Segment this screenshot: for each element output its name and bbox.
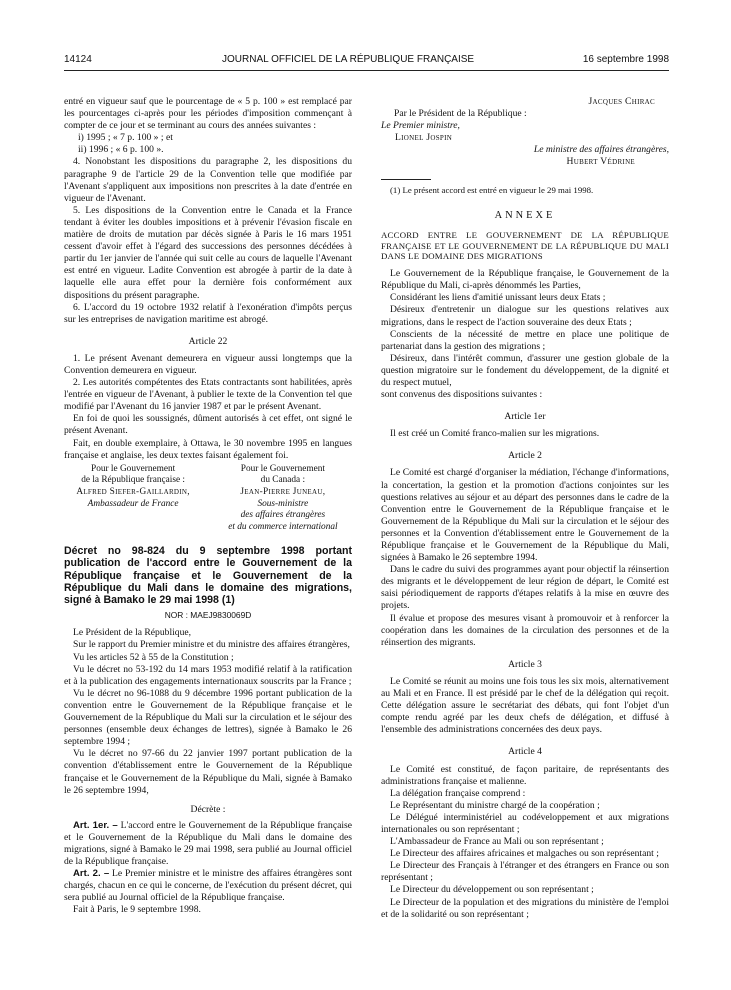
signatory-title: des affaires étrangères: [240, 510, 326, 521]
paragraph: Conscients de la nécessité de mettre en place une politique de partenariat dans la gestion des migrations ;: [381, 328, 669, 352]
signature-line: Pour le Gouvernement: [91, 463, 176, 474]
article-heading: Article 4: [508, 746, 542, 758]
article-heading: Article 2: [508, 450, 542, 462]
annexe-heading: ANNEXE: [494, 209, 556, 221]
page-number: 14124: [64, 54, 92, 65]
signatory-title: Le Premier ministre,: [381, 120, 460, 132]
footnote: (1) Le présent accord est entré en vigueur le 29 mai 1998.: [390, 184, 594, 195]
paragraph: Vu le décret no 96-1088 du 9 décembre 1996 portant publication de la convention entre le Gouvernement de la République française et le Gouvernement de la République du Mali sur la circulation et le séjour des personnes (ensemble deux échanges de lettres), signée à Bamako le 26 septembre 1994 ;: [64, 687, 352, 748]
paragraph: sont convenus des dispositions suivantes :: [381, 389, 543, 401]
article-label: Art. 2. –: [73, 868, 110, 880]
issue-date: 16 septembre 1998: [582, 54, 669, 65]
paragraph: Considérant les liens d'amitié unissant leurs deux Etats ;: [390, 292, 606, 304]
paragraph: Fait, en double exemplaire, à Ottawa, le 30 novembre 1995 en langues française et anglaise, les deux textes faisant également foi.: [64, 437, 352, 461]
paragraph: Le Directeur des Français à l'étranger et des étrangers en France ou son représentant ;: [381, 860, 669, 884]
article-paragraph: [64, 868, 352, 904]
article-heading: Article 3: [508, 658, 542, 670]
paragraph: Sur le rapport du Premier ministre et du ministre des affaires étrangères,: [73, 639, 350, 651]
decrete-heading: Décrète :: [190, 803, 226, 815]
paragraph: Désireux, dans l'intérêt commun, d'assurer une gestion globale de la question migratoire sur le fondement du développement, de la dignité et du respect mutuel,: [381, 352, 669, 388]
paragraph: Il est créé un Comité franco-malien sur les migrations.: [390, 428, 600, 440]
footnote-rule: [381, 179, 431, 180]
article-heading: Article 22: [188, 335, 228, 347]
article-label: Art. 1er. –: [73, 819, 118, 831]
paragraph: Fait à Paris, le 9 septembre 1998.: [73, 904, 201, 916]
signatory-title: Ambassadeur de France: [87, 498, 179, 509]
signatory-title: et du commerce international: [228, 521, 338, 532]
paragraph: L'Ambassadeur de France au Mali ou son représentant ;: [390, 836, 604, 848]
signatory-title: Sous-ministre: [257, 498, 309, 509]
paragraph: 2. Les autorités compétentes des Etats contractants sont habilitées, après l'entrée en vigueur de l'Avenant, à publier le texte de la Convention tel que modifié par l'Avenant du 16 janvier 1987 et par le présent Avenant.: [64, 377, 352, 413]
paragraph: Le Président de la République,: [73, 627, 192, 639]
paragraph: Le Délégué interministériel au codéveloppement et aux migrations internationales ou son représentant ;: [381, 811, 669, 835]
decree-title: Décret no 98-824 du 9 septembre 1998 portant publication de l'accord entre le Gouvernement de la République française et le Gouvernement de la République du Mali dans le domaine des migrations, signé à Bamako le 29 mai 1998 (1): [64, 545, 352, 607]
paragraph: Le Directeur du développement ou son représentant ;: [390, 884, 594, 896]
signature-france: [64, 464, 202, 534]
header-rule: [64, 70, 669, 71]
signatory-name: Hubert Védrine: [566, 156, 635, 168]
paragraph: Le Comité est chargé d'organiser la médiation, l'échange d'informations, la concertation, la gestion et la promotion d'actions conjointes sur les questions relatives au séjour et au départ des personnes dans le cadre de la Convention entre le Gouvernement de la République française et le Gouvernement de la République du Mali sur la circulation et le séjour des personnes et la Convention d'établissement entre le Gouvernement de la République française et le Gouvernement de la République du Mali, signées à Bamako le 26 septembre 1994.: [381, 467, 669, 564]
paragraph: Vu le décret no 53-192 du 14 mars 1953 modifié relatif à la ratification et à la publication des engagements internationaux souscrits par la France ;: [64, 663, 352, 687]
article-paragraph: [64, 820, 352, 868]
paragraph: Le Représentant du ministre chargé de la coopération ;: [390, 799, 600, 811]
paragraph: Le Directeur de la population et des migrations du ministère de l'emploi et de la solidarité ou son représentant ;: [381, 896, 669, 920]
right-column: [381, 96, 669, 921]
journal-title: JOURNAL OFFICIEL DE LA RÉPUBLIQUE FRANÇAISE: [222, 54, 475, 65]
paragraph: Le Comité est constitué, de façon paritaire, de représentants des administrations française et malienne.: [381, 763, 669, 787]
accord-title: ACCORD ENTRE LE GOUVERNEMENT DE LA RÉPUBLIQUE FRANÇAISE ET LE GOUVERNEMENT DE LA RÉPUBLIQUE DU MALI DANS LE DOMAINE DES MIGRATIONS: [381, 229, 669, 262]
list-item: ii) 1996 ; « 6 p. 100 ».: [78, 144, 164, 156]
article-heading: Article 1er: [504, 411, 546, 423]
nor-reference: NOR : MAEJ9830069D: [164, 610, 252, 621]
signature-line: Par le Président de la République :: [394, 108, 527, 120]
article-text: L'accord entre le Gouvernement de la République française et le Gouvernement de la République du Mali dans le domaine des migrations, signé à Bamako le 29 mai 1998, sera publié au Journal officiel de la République française.: [64, 819, 352, 868]
page-header: [64, 54, 669, 70]
signatory-president: Jacques Chirac: [588, 96, 655, 107]
paragraph: Le Gouvernement de la République française, le Gouvernement de la République du Mali, ci-après dénommés les Parties,: [381, 268, 669, 292]
signatory-name: Jean-Pierre Juneau,: [240, 486, 326, 497]
paragraph: Désireux d'entretenir un dialogue sur les questions relatives aux migrations, dans le respect de l'action souveraine des deux Etats ;: [381, 304, 669, 328]
paragraph: 1. Le présent Avenant demeurera en vigueur aussi longtemps que la Convention demeurera en vigueur.: [64, 352, 352, 376]
paragraph: 5. Les dispositions de la Convention entre le Canada et la France tendant à éviter les doubles impositions et à prévenir l'évasion fiscale en matière de droits de mutation par décès signée à Paris le 16 mars 1951 cessent d'avoir effet à l'égard des successions des personnes décédées à partir du 1er janvier de l'année qui suit celle au cours de laquelle l'Avenant est entré en vigueur. Ladite Convention est abrogée à partir de la date à laquelle elle aura effet pour la dernière fois conformément aux dispositions du présent paragraphe.: [64, 204, 352, 301]
paragraph: Le Directeur des affaires africaines et malgaches ou son représentant ;: [390, 848, 659, 860]
paragraph: Vu les articles 52 à 55 de la Constitution ;: [73, 651, 234, 663]
signature-line: Pour le Gouvernement: [240, 463, 325, 474]
list-item: i) 1995 ; « 7 p. 100 » ; et: [78, 132, 173, 144]
paragraph: Dans le cadre du suivi des programmes ayant pour objectif la réinsertion des migrants et le développement de leur région de départ, le Comité est saisi périodiquement de rapports d'étapes relatifs à la mise en œuvre des projets.: [381, 564, 669, 612]
paragraph: La délégation française comprend :: [390, 787, 526, 799]
signatory-title: Le ministre des affaires étrangères,: [533, 144, 669, 156]
paragraph: En foi de quoi les soussignés, dûment autorisés à cet effet, ont signé le présent Avenant.: [64, 413, 352, 437]
signatory-name: Alfred Siefer-Gaillardin,: [76, 486, 190, 497]
signature-line: de la République française :: [81, 475, 185, 486]
paragraph: Le Comité se réunit au moins une fois tous les six mois, alternativement au Mali et en France. Il est présidé par le chef de la délégation qui reçoit. Cette délégation assure le secrétariat des débats, qui font l'objet d'un compte rendu agréé par les deux chefs de délégation, et diffusé à l'ensemble des administrations concernées des deux pays.: [381, 675, 669, 736]
signature-line: du Canada :: [260, 475, 306, 486]
paragraph: entré en vigueur sauf que le pourcentage de « 5 p. 100 » est remplacé par les pourcentages ci-après pour les périodes d'imposition commençant à compter de ce jour et se terminant au cours des années suivantes :: [64, 96, 352, 132]
left-column: [64, 96, 352, 917]
paragraph: Vu le décret no 97-66 du 22 janvier 1997 portant publication de la convention d'établissement entre le Gouvernement de la République française et le Gouvernement de la République du Mali, signée à Bamako le 26 septembre 1994,: [64, 748, 352, 796]
article-text: Le Premier ministre et le ministre des affaires étrangères sont chargés, chacun en ce qui le concerne, de l'exécution du présent décret, qui sera publié au Journal officiel de la République française.: [64, 868, 352, 904]
signatory-name: Lionel Jospin: [395, 132, 453, 144]
paragraph: 4. Nonobstant les dispositions du paragraphe 2, les dispositions du paragraphe 9 de l'article 29 de la Convention telle que modifiée par l'Avenant s'appliquent aux impositions non prescrites à la date d'entrée en vigueur de l'Avenant.: [64, 156, 352, 204]
signature-canada: [214, 464, 352, 534]
paragraph: Il évalue et propose des mesures visant à promouvoir et à renforcer la coopération dans les domaines de la circulation des personnes et de la réinsertion des migrants.: [381, 612, 669, 648]
signature-block: [64, 464, 352, 534]
paragraph: 6. L'accord du 19 octobre 1932 relatif à l'exonération d'impôts perçus sur les entreprises de navigation maritime est abrogé.: [64, 301, 352, 325]
